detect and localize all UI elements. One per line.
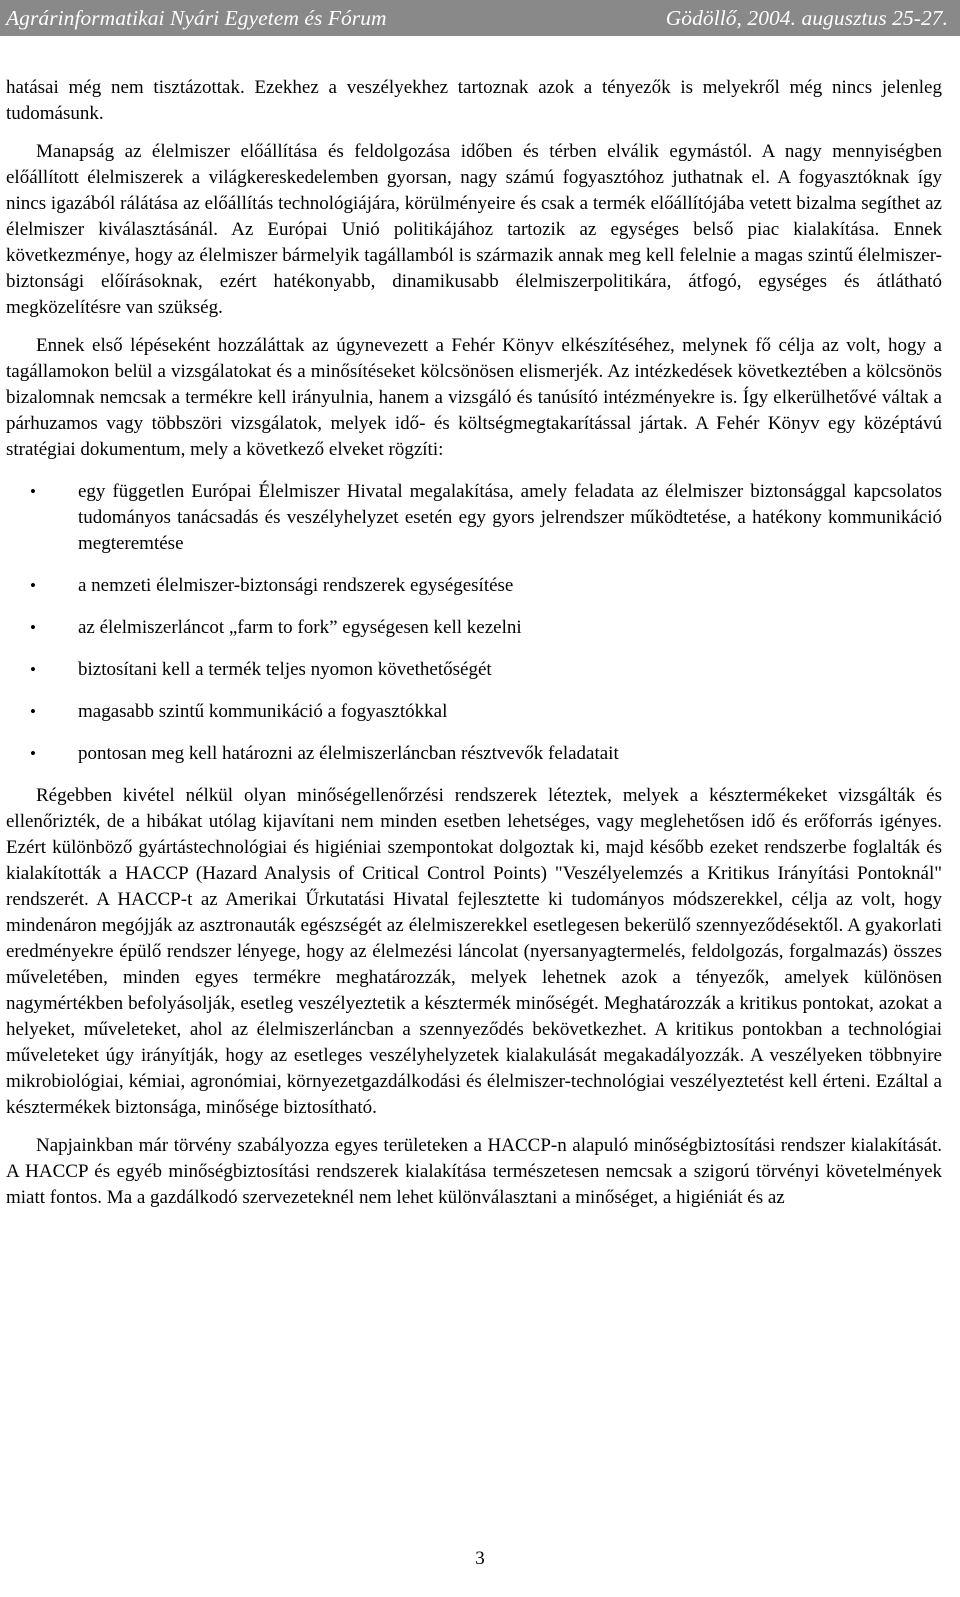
list-item [6, 615, 942, 641]
bullet-icon: • [30, 660, 36, 679]
page-number: 3 [475, 1548, 485, 1569]
list-item [6, 699, 942, 725]
paragraph: Napjainkban már törvény szabályozza egyes területeken a HACCP-n alapuló minőségbiztosítási rendszer kialakítását. A HACCP és egyéb minőségbiztosítási rendszerek kialakítása természetesen nemcsak a szigorú törvényi követelmények miatt fontos. Ma a gazdálkodó szervezeteknél nem lehet különválasztani a minőséget, a higiéniát és az [6, 1135, 942, 1208]
header-place-date: Gödöllő, 2004. augusztus 25-27. [665, 5, 948, 30]
bullet-icon: • [30, 702, 36, 721]
list-item-text: a nemzeti élelmiszer-biztonsági rendszerek egységesítése [78, 575, 514, 596]
list-item [6, 741, 942, 767]
bullet-icon: • [30, 618, 36, 637]
page-header [0, 0, 960, 36]
bullet-icon: • [30, 576, 36, 595]
paragraph: Régebben kivétel nélkül olyan minőségellenőrzési rendszerek léteztek, melyek a késztermékeket vizsgálták és ellenőrizték, de a hibákat utólag kijavítani nem minden esetben lehetséges, vagy meglehetősen idő és erőforrás igényes. Ezért különböző gyártástechnológiai és higiéniai szempontokat dolgoztak ki, majd később ezeket rendszerbe foglalták és kialakították a HACCP (Hazard Analysis of Critical Control Points) "Veszélyelemzés a Kritikus Irányítási Pontoknál" rendszerét. A HACCP-t az Amerikai Űrkutatási Hivatal fejlesztette ki tudományos módszerekkel, célja az volt, hogy mindenáron megójják az asztronauták egészségét az élelmiszerekkel esetlegesen bekerülő szennyeződésektől. A gyakorlati eredményekre épülő rendszer lényege, hogy az élelmezési láncolat (nyersanyagtermelés, feldolgozás, forgalmazás) összes műveletében, minden egyes termékre meghatározzák, melyek lehetnek azok a tényezők, amelyek különösen nagymértékben befolyásolják, esetleg veszélyeztetik a késztermék minőségét. Meghatározzák a kritikus pontokat, azokat a helyeket, műveleteket, ahol az élelmiszerláncban a szennyeződés bekövetkezhet. A kritikus pontokban a technológiai műveleteket úgy irányítják, hogy az esetleges veszélyhelyzetek kialakulását megakadályozzák. A veszélyeken többnyire mikrobiológiai, kémiai, agronómiai, környezetgazdálkodási és élelmiszer-technológiai veszélyeztetést kell érteni. Ezáltal a késztermékek biztonsága, minősége biztosítható. [6, 785, 942, 1118]
list-item-text: biztosítani kell a termék teljes nyomon követhetőségét [78, 659, 492, 680]
list-item [6, 573, 942, 599]
header-conference-title: Agrárinformatikai Nyári Egyetem és Fórum [6, 5, 387, 30]
principles-list [6, 479, 942, 767]
list-item-text: az élelmiszerláncot „farm to fork” egységesen kell kezelni [78, 617, 522, 638]
paragraph: Ennek első lépéseként hozzáláttak az úgynevezett a Fehér Könyv elkészítéséhez, melynek fő célja az volt, hogy a tagállamokon belül a vizsgálatokat és a minősítéseket kölcsönösen elismerjék. Az intézkedések következtében a kölcsönös bizalomnak nemcsak a termékre kell irányulnia, hanem a vizsgáló és tanúsító intézményekre is. Így elkerülhetővé váltak a párhuzamos vagy többszöri vizsgálatok, melyek idő- és költségmegtakarítással jártak. A Fehér Könyv egy középtávú stratégiai dokumentum, mely a következő elveket rögzíti: [6, 335, 942, 460]
paragraph: Manapság az élelmiszer előállítása és feldolgozása időben és térben elválik egymástól. A nagy mennyiségben előállított élelmiszerek a világkereskedelemben gyorsan, nagy számú fogyasztóhoz juthatnak el. A fogyasztóknak így nincs igazából rálátása az előállítás technológiájára, körülményeire és csak a termék előállítójába vetett bizalma segíthet az élelmiszer kiválasztásánál. Az Európai Unió politikájához tartozik az egységes belső piac kialakítása. Ennek következménye, hogy az élelmiszer bármelyik tagállamból is származik annak meg kell felelnie a magas szintű élelmiszer-biztonsági előírásoknak, ezért hatékonyabb, dinamikusabb élelmiszerpolitikára, átfogó, egységes és átlátható megközelítésre van szükség. [6, 141, 942, 318]
document-body [6, 75, 942, 1211]
list-item [6, 657, 942, 683]
list-item-text: magasabb szintű kommunikáció a fogyasztókkal [78, 701, 448, 722]
bullet-icon: • [30, 482, 36, 501]
paragraph: hatásai még nem tisztázottak. Ezekhez a veszélyekhez tartoznak azok a tényezők is melyekről még nincs jelenleg tudomásunk. [6, 77, 942, 124]
list-item [6, 479, 942, 557]
list-item-text: pontosan meg kell határozni az élelmiszerláncban résztvevők feladatait [78, 743, 619, 764]
bullet-icon: • [30, 744, 36, 763]
list-item-text: egy független Európai Élelmiszer Hivatal megalakítása, amely feladata az élelmiszer biztonsággal kapcsolatos tudományos tanácsadás és veszélyhelyzet esetén egy gyors jelrendszer működtetése, a hatékony kommunikáció megteremtése [78, 481, 942, 554]
